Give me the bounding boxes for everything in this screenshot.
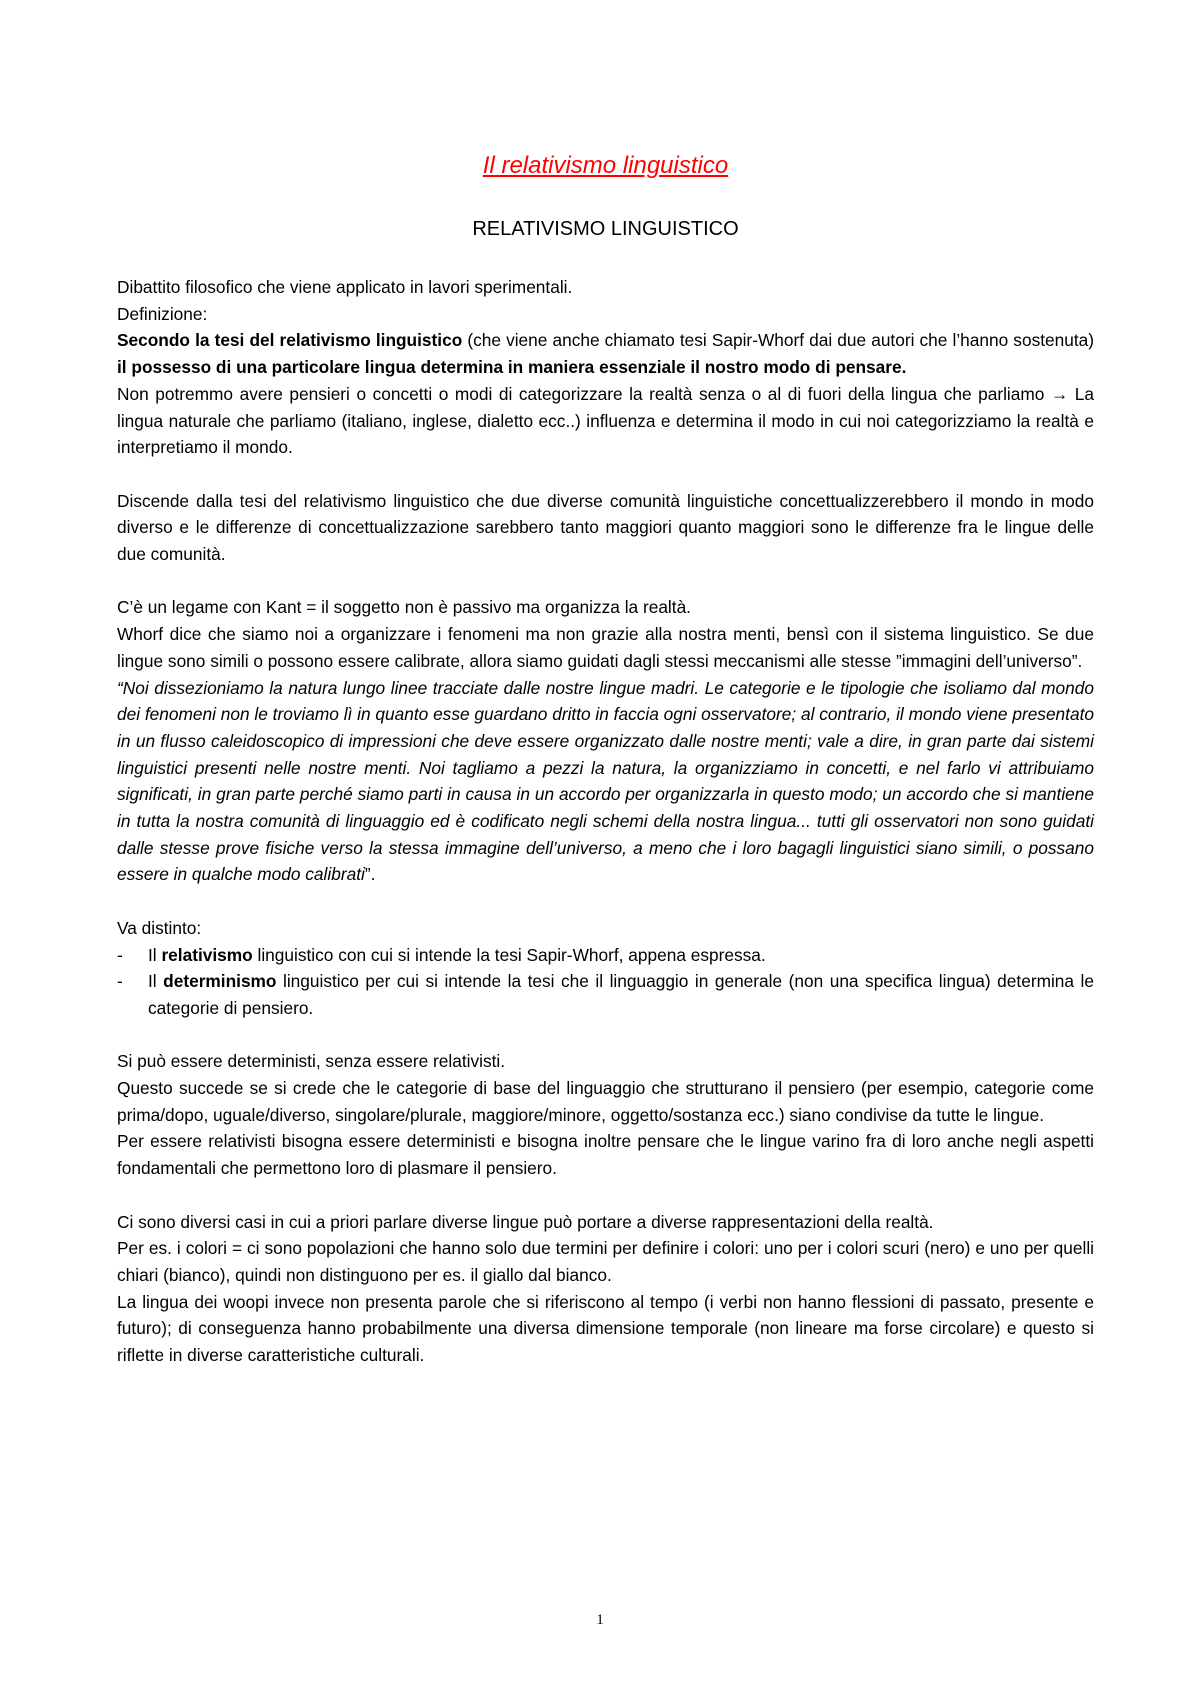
paragraph-woopi: La lingua dei woopi invece non presenta parole che si riferiscono al tempo (i verbi non hanno flessioni di passato, presente e futuro); di conseguenza hanno probabilmente una diversa dimensione temporale (non lineare ma forse circolare) e questo si riflette in diverse caratteristiche culturali. [117, 1291, 1094, 1366]
spacer [117, 888, 1094, 915]
list-item [117, 942, 1094, 969]
paragraph-consequence: Discende dalla tesi del relativismo linguistico che due diverse comunità linguistiche concettualizzerebbero il mondo in modo diverso e le differenze di concettualizzazione sarebbero tanto maggiori quanto maggiori sono le differenze fra le lingue delle due comunità. [117, 490, 1094, 565]
definition-bold-2: il possesso di una particolare lingua determina in maniera essenziale il nostro modo di pensare. [117, 357, 907, 378]
document-title: Il relativismo linguistico [482, 152, 729, 179]
distinction-list [117, 942, 1094, 1022]
thought-text-1: Non potremmo avere pensieri o concetti o modi di categorizzare la realtà senza o al di fuori della lingua che parliamo [117, 383, 1051, 404]
list-item-text: linguistico per cui si intende la tesi che il linguaggio in generale (non una specifica lingua) determina le categorie di pensiero. [148, 971, 1094, 1018]
whorf-quote: “Noi dissezioniamo la natura lungo linee tracciate dalle nostre lingue madri. Le categorie e le tipologie che isoliamo dal mondo dei fenomeni non le troviamo lì in quanto esse guardano dritto in faccia ogni osservatore; al contrario, il mondo viene presentato in un flusso caleidoscopico di impressioni che deve essere organizzato dalle nostre menti; vale a dire, in gran parte dai sistemi linguistici presenti nelle nostre menti. Noi tagliamo a pezzi la natura, la organizziamo in concetti, e nel farlo vi attribuiamo significati, in gran parte perché siamo parti in causa in un accordo per organizzarla in questo modo; un accordo che si mantiene in tutta la nostra comunità di linguaggio ed è codificato negli schemi della nostra lingua... tutti gli osservatori non sono guidati dalle stesse prove fisiche verso la stessa immagine dell’universo, a meno che i loro bagagli linguistici siano simili, o possano essere in qualche modo calibrati [117, 677, 1094, 885]
paragraph-cases: Ci sono diversi casi in cui a priori parlare diverse lingue può portare a diverse rappresentazioni della realtà. [117, 1211, 934, 1232]
page-number: 1 [596, 1612, 604, 1628]
list-item [117, 968, 1094, 1021]
paragraph-relativists: Per essere relativisti bisogna essere deterministi e bisogna inoltre pensare che le lingue varino fra di loro anche negli aspetti fondamentali che permettono loro di plasmare il pensiero. [117, 1131, 1094, 1179]
quote-end: ”. [364, 864, 376, 885]
list-item-prefix: Il [148, 971, 164, 992]
spacer [117, 568, 1094, 595]
paragraph-definition [117, 327, 1094, 380]
paragraph-definition-label: Definizione: [117, 303, 208, 324]
paragraph-distinction: Va distinto: [117, 917, 202, 938]
paragraph-determinists: Si può essere deterministi, senza essere relativisti. [117, 1051, 506, 1072]
paragraph-whorf: Whorf dice che siamo noi a organizzare i fenomeni ma non grazie alla nostra menti, bensì con il sistema linguistico. Se due lingue sono simili o possono essere calibrate, allora siamo guidati dagli stessi meccanismi alle stesse ”immagini dell’universo”. [117, 624, 1094, 671]
list-item-text: linguistico con cui si intende la tesi Sapir-Whorf, appena espressa. [252, 944, 766, 965]
definition-bold-1: Secondo la tesi del relativismo linguistico [117, 330, 463, 351]
spacer [117, 1022, 1094, 1049]
spacer [117, 461, 1094, 488]
thought-text-2: La lingua naturale che parliamo (italiano, inglese, dialetto ecc..) influenza e determina il modo in cui noi categorizziamo la realtà e interpretiamo il mondo. [117, 383, 1094, 458]
list-item-term: determinismo [163, 971, 277, 992]
arrow-right-icon: → [1050, 383, 1069, 404]
document-body [117, 274, 1094, 1369]
paragraph-thought [117, 381, 1094, 461]
spacer [117, 1182, 1094, 1209]
definition-text: (che viene anche chiamato tesi Sapir-Whorf dai due autori che l’hanno sostenuta) [462, 330, 1095, 351]
paragraph-quote [117, 675, 1094, 889]
paragraph-categories: Questo succede se si crede che le categorie di base del linguaggio che strutturano il pensiero (per esempio, categorie come prima/dopo, uguale/diverso, singolare/plurale, maggiore/minore, oggetto/sostanza ecc.) siano condivise da tutte le lingue. [117, 1078, 1094, 1125]
list-item-term: relativismo [161, 944, 253, 965]
list-item-prefix: Il [148, 944, 162, 965]
section-heading: RELATIVISMO LINGUISTICO [472, 218, 739, 240]
paragraph-kant: C’è un legame con Kant = il soggetto non è passivo ma organizza la realtà. [117, 597, 691, 618]
paragraph-colors: Per es. i colori = ci sono popolazioni che hanno solo due termini per definire i colori: uno per i colori scuri (nero) e uno per quelli chiari (bianco), quindi non distinguono per es. il giallo dal bianco. [117, 1238, 1094, 1285]
paragraph-intro: Dibattito filosofico che viene applicato in lavori sperimentali. [117, 277, 573, 297]
